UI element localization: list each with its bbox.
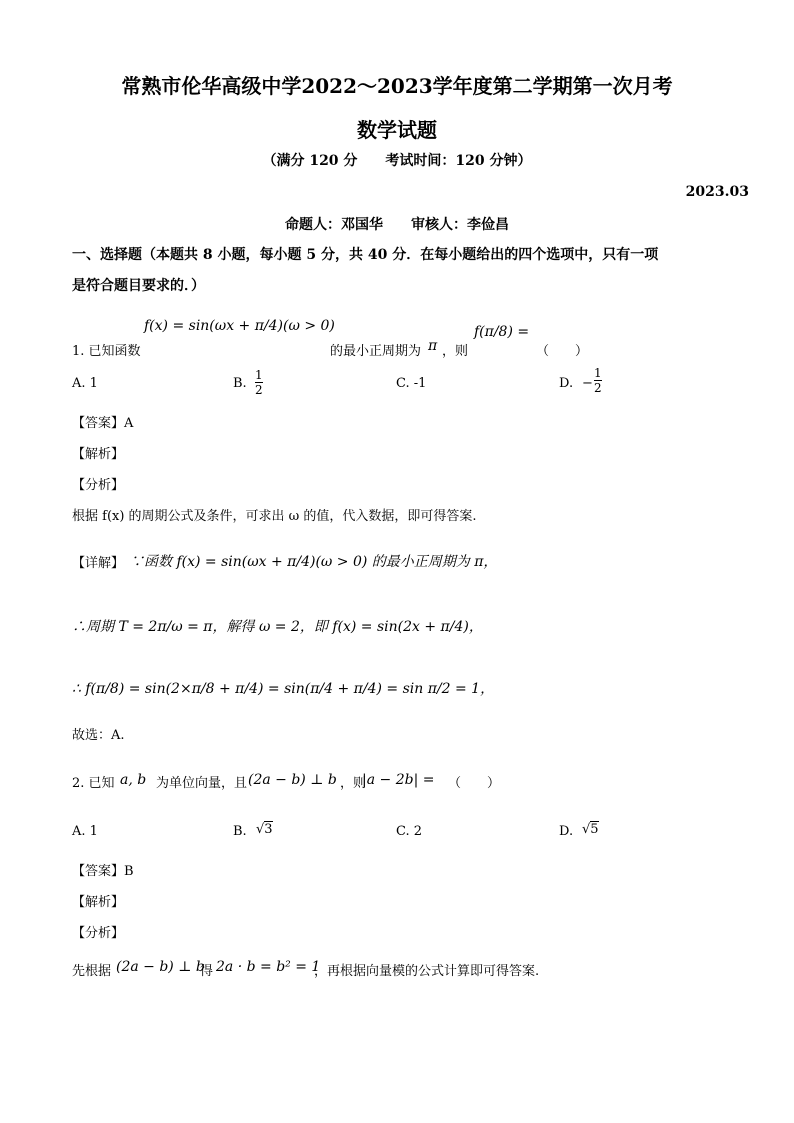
q1-detail-line3: ∴ f(π/8) = sin(2×π/8 + π/4) = sin(π/4 + π/4) = sin π/2 = 1， bbox=[72, 681, 495, 697]
q1-answer: 【答案】A bbox=[72, 416, 134, 431]
q1-option-d-minus: − bbox=[582, 376, 593, 391]
q2-option-d: D. bbox=[559, 824, 574, 839]
q1-then: ，则 bbox=[442, 344, 469, 359]
q2-option-a: A. 1 bbox=[72, 824, 98, 839]
q1-mid: 的最小正周期为 bbox=[330, 344, 422, 359]
q1-option-b-den: 2 bbox=[255, 383, 263, 397]
q1-prefix: 1. 已知函数 bbox=[72, 344, 141, 359]
q2-fenxi-text3: ，再根据向量模的公式计算即可得答案. bbox=[314, 964, 540, 979]
authors-line: 命题人：邓国华 审核人：李俭昌 bbox=[285, 217, 509, 233]
q2-fenxi-label: 【分析】 bbox=[72, 926, 125, 941]
q1-fenxi-label: 【分析】 bbox=[72, 478, 125, 493]
subject-title: 数学试题 bbox=[357, 118, 437, 142]
exam-title: 常熟市伦华高级中学2022～2023学年度第二学期第一次月考 bbox=[121, 74, 673, 98]
q2-vecs: a, b bbox=[120, 772, 147, 788]
q1-pi: π bbox=[428, 338, 438, 354]
exam-meta: （满分 120 分 考试时间：120 分钟） bbox=[262, 153, 532, 169]
q1-detail-line2: ∴周期 T = 2π/ω = π，解得 ω = 2，即 f(x) = sin(2x + π/4)， bbox=[72, 619, 483, 635]
section-heading-line1: 一、选择题（本题共 8 小题，每小题 5 分，共 40 分．在每小题给出的四个选项中，只有一项 bbox=[72, 247, 659, 263]
q2-option-b: B. bbox=[233, 824, 247, 839]
q1-option-d-num: 1 bbox=[594, 366, 602, 380]
q1-option-c: C. -1 bbox=[396, 376, 427, 391]
q2-paren: （ ） bbox=[448, 776, 501, 791]
section-heading-line2: 是符合题目要求的．） bbox=[72, 278, 205, 294]
q2-prefix: 2. 已知 bbox=[72, 776, 115, 791]
q1-option-b: B. bbox=[233, 376, 247, 391]
question-2 bbox=[72, 764, 752, 804]
q2-then: ，则 bbox=[340, 776, 367, 791]
q2-option-d-sqrt: √5 bbox=[582, 822, 599, 837]
q2-fenxi-text1: 先根据 bbox=[72, 964, 112, 979]
q1-formula: f(x) = sin(ωx + π/4)(ω > 0) bbox=[144, 318, 335, 334]
q1-option-b-fraction bbox=[255, 368, 263, 397]
q2-option-c: C. 2 bbox=[396, 824, 423, 839]
q2-option-b-sqrt: √3 bbox=[256, 822, 273, 837]
q2-fenxi-cond: (2a − b) ⊥ b bbox=[116, 959, 205, 975]
q2-mid: 为单位向量，且 bbox=[156, 776, 248, 791]
q1-detail-label: 【详解】 bbox=[72, 556, 125, 571]
q1-fenxi-text: 根据 f(x) 的周期公式及条件，可求出 ω 的值，代入数据，即可得答案. bbox=[72, 509, 477, 524]
q2-fenxi-line bbox=[72, 956, 752, 980]
q2-fenxi-eq: 2a · b = b² = 1 bbox=[216, 959, 321, 975]
q2-option-d-value: 5 bbox=[590, 822, 599, 837]
q2-fenxi-text2: 得 bbox=[200, 964, 214, 979]
q1-detail-line1: ∵函数 f(x) = sin(ωx + π/4)(ω > 0) 的最小正周期为 π， bbox=[130, 554, 498, 570]
q2-analysis-label: 【解析】 bbox=[72, 895, 125, 910]
q1-option-d-den: 2 bbox=[594, 381, 602, 395]
q1-option-a: A. 1 bbox=[72, 376, 98, 391]
exam-date: 2023.03 bbox=[685, 184, 749, 200]
question-1 bbox=[72, 318, 752, 368]
q1-option-d: D. bbox=[559, 376, 574, 391]
q1-choose: 故选：A. bbox=[72, 728, 125, 743]
q2-cond: (2a − b) ⊥ b bbox=[248, 772, 337, 788]
q2-ask: |a − 2b| = bbox=[362, 772, 435, 788]
q1-paren: （ ） bbox=[536, 344, 589, 359]
q1-option-b-num: 1 bbox=[255, 368, 263, 382]
q1-option-d-fraction bbox=[594, 366, 602, 395]
q2-option-b-value: 3 bbox=[264, 822, 273, 837]
q1-analysis-label: 【解析】 bbox=[72, 447, 125, 462]
q1-ask: f(π/8) = bbox=[474, 324, 530, 340]
q2-answer: 【答案】B bbox=[72, 864, 134, 879]
